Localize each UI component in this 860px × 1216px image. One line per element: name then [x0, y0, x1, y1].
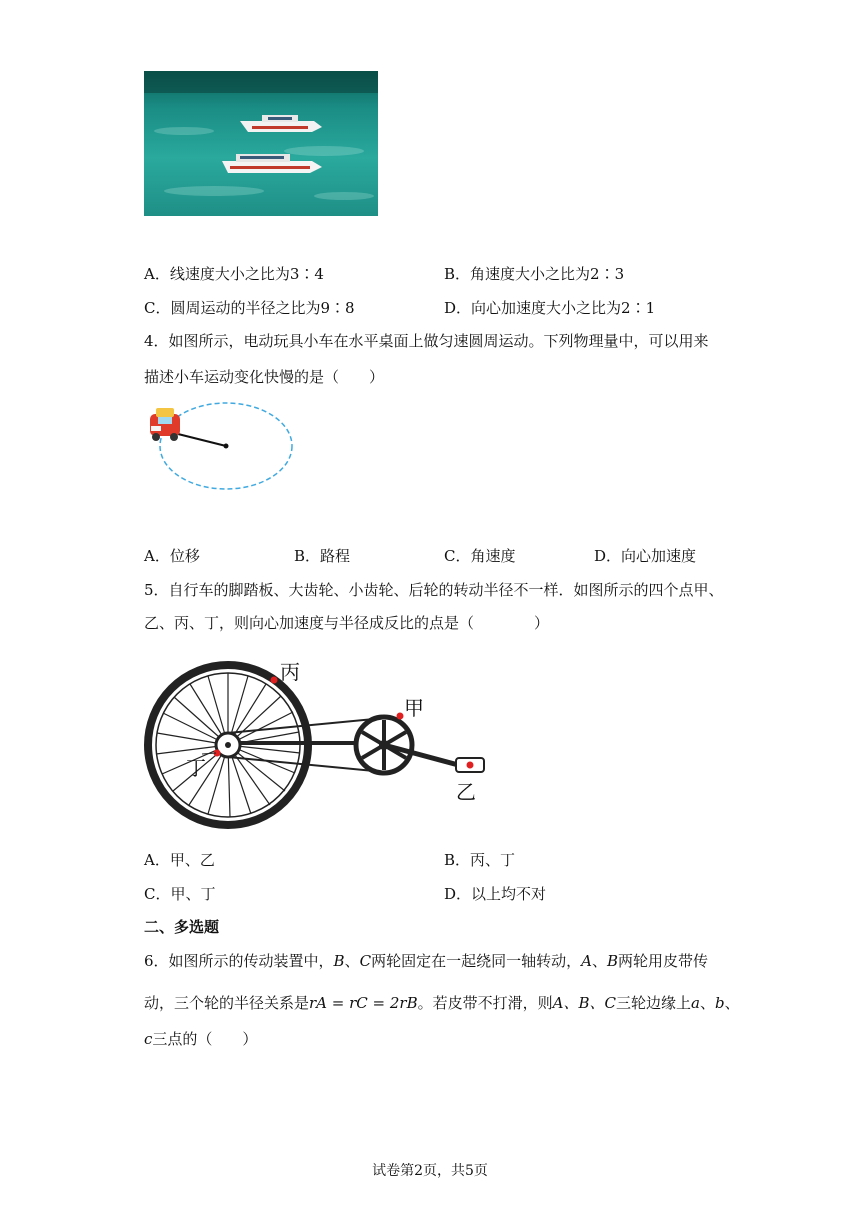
q5-option-a: A．甲、乙 — [144, 851, 215, 869]
q6-var: b — [714, 994, 725, 1012]
q6-question-line2 — [144, 993, 740, 1013]
q5-question-line1: 5．自行车的脚踏板、大齿轮、小齿轮、后轮的转动半径不一样．如图所示的四个点甲、 — [144, 581, 724, 599]
q6-text: 动，三个轮的半径关系是 — [144, 994, 310, 1012]
q3-option-b: B．角速度大小之比为2∶3 — [444, 265, 625, 283]
bicycle-figure — [144, 650, 494, 830]
q6-text: 三点的（ ） — [152, 1030, 258, 1048]
label-jia: 甲 — [404, 696, 424, 720]
q5-option-d: D．以上均不对 — [444, 885, 547, 903]
q3-option-d: D．向心加速度大小之比为2∶1 — [444, 299, 656, 317]
boats-photo — [144, 71, 378, 216]
q4-option-c: C．角速度 — [444, 547, 516, 565]
q6-text: 、 — [699, 994, 715, 1012]
q4-question-line2: 描述小车运动变化快慢的是（ ） — [144, 368, 385, 386]
q6-text: 6．如图所示的传动装置中， — [144, 952, 334, 970]
q4-option-b: B．路程 — [294, 547, 351, 565]
q6-text: 、 — [591, 952, 607, 970]
q6-var: C — [359, 952, 372, 970]
q6-question-line3 — [144, 1029, 257, 1049]
q6-var: A、B、C — [552, 994, 616, 1012]
q3-option-c: C．圆周运动的半径之比为9∶8 — [144, 299, 355, 317]
q6-var: c — [144, 1030, 153, 1048]
label-bing: 丙 — [280, 660, 300, 684]
q5-question-line2: 乙、丙、丁，则向心加速度与半径成反比的点是（ ） — [144, 614, 550, 632]
q6-var: B — [606, 952, 618, 970]
q6-text: 、 — [344, 952, 360, 970]
q5-option-c: C．甲、丁 — [144, 885, 216, 903]
toy-car-figure — [144, 400, 304, 495]
q6-text: 。若皮带不打滑，则 — [417, 994, 553, 1012]
label-yi: 乙 — [456, 780, 476, 804]
q4-option-d: D．向心加速度 — [594, 547, 697, 565]
q6-var: A — [581, 952, 592, 970]
q6-text: 、 — [724, 994, 740, 1012]
label-ding: 丁 — [186, 756, 206, 780]
q6-var: B — [333, 952, 345, 970]
q4-question-line1: 4．如图所示，电动玩具小车在水平桌面上做匀速圆周运动。下列物理量中，可以用来 — [144, 332, 709, 350]
q6-var: a — [691, 994, 700, 1012]
q3-option-a: A．线速度大小之比为3∶4 — [144, 265, 324, 283]
q5-option-b: B．丙、丁 — [444, 851, 516, 869]
q6-text: 三轮边缘上 — [615, 994, 691, 1012]
q6-question-line1 — [144, 951, 708, 971]
q6-radius-formula: rA = rC = 2rB — [309, 994, 418, 1012]
q6-text: 两轮用皮带传 — [617, 952, 708, 970]
section-title-multiple-choice: 二、多选题 — [144, 918, 220, 936]
q6-text: 两轮固定在一起绕同一轴转动， — [371, 952, 582, 970]
page-footer: 试卷第2页，共5页 — [372, 1163, 488, 1179]
q4-option-a: A．位移 — [144, 547, 200, 565]
